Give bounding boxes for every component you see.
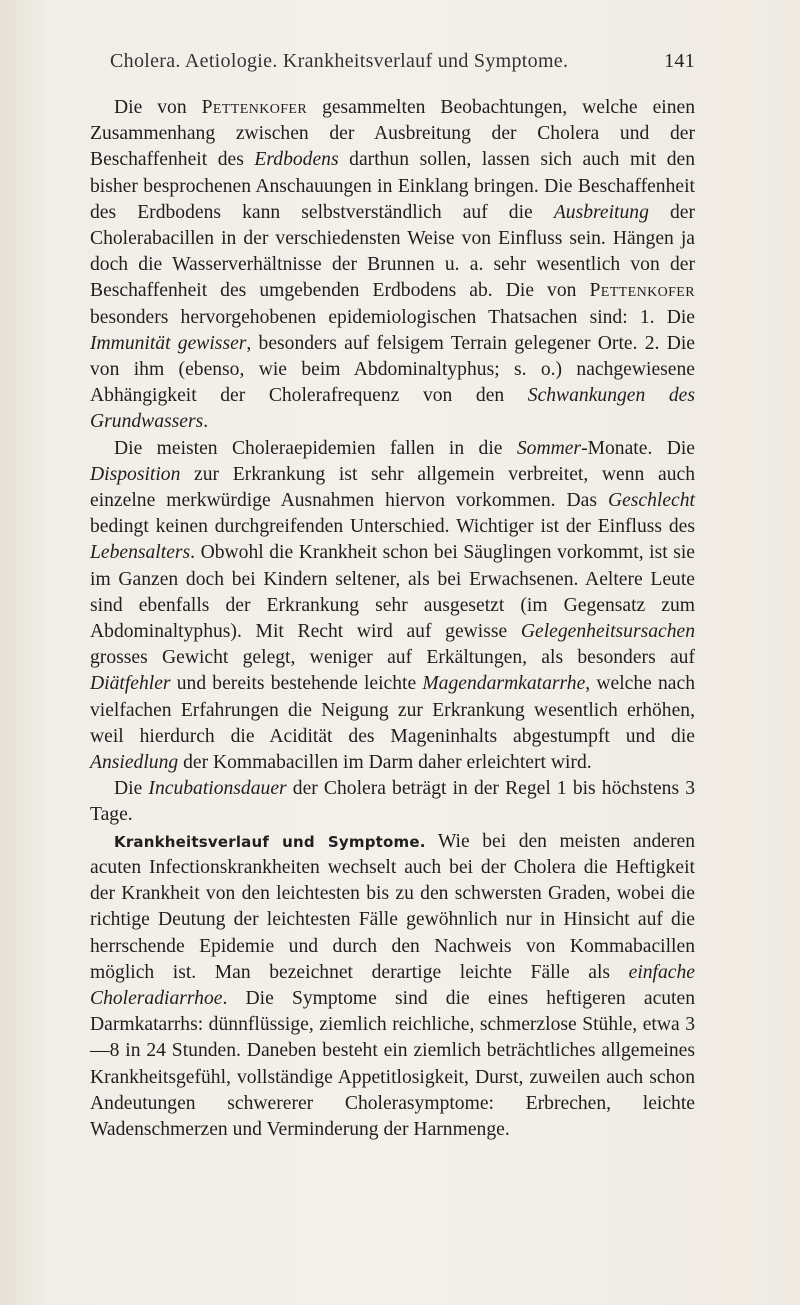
emphasis: Ansiedlung [90,752,179,774]
paragraph-incubation [90,776,695,828]
text-run: darthun sollen, lassen sich auch mit den bisher besprochenen Anschauungen in Einklang bringen. Die Beschaffenheit des Erdbodens kann selbstverständlich auf die [90,149,695,223]
text-run: und bereits bestehende leichte [170,673,423,695]
emphasis: Disposition [90,463,181,485]
emphasis: Ausbreitung [553,201,649,223]
emphasis: einfache Choleradiarrhoe [90,961,695,1009]
text-run: der Cholerabacillen in der verschiedensten Weise von Einfluss sein. Hängen ja doch die Wasserverhältnisse der Brunnen u. a. sehr wesentlich von der Beschaffenheit des umgebenden Erdbodens ab. Die von [90,201,695,302]
text-run: grosses Gewicht gelegt, weniger auf Erkältungen, als besonders auf [90,647,695,669]
text-run: Die [114,778,149,800]
emphasis: Gelegenheitsursachen [520,621,695,643]
text-run: . Obwohl die Krankheit schon bei Säuglingen vorkommt, ist sie im Ganzen doch bei Kindern seltener, als bei Erwachsenen. Aeltere Leute sind ebenfalls der Erkrankung sehr ausgesetzt (im Gegensatz zum Abdominaltyphus). Mit Recht wird auf gewisse [90,542,695,643]
author-name: Pettenkofer [589,280,695,302]
emphasis: Incubationsdauer [148,778,287,800]
running-title: Cholera. Aetiologie. Krankheitsverlauf und Symptome. [110,50,569,72]
paragraph-disposition [90,436,695,777]
text-run: der Cholera beträgt in der Regel 1 bis höchstens 3 Tage. [90,778,695,826]
text-run: besonders hervorgehobenen epidemiologischen Thatsachen sind: 1. Die [90,306,695,328]
text-run: Wie bei den meisten anderen acuten Infectionskrankheiten wechselt auch bei der Cholera die Heftigkeit der Krankheit von den leichtesten bis zu den schwersten Graden, wobei die richtige Deutung der leichtesten Fälle gewöhnlich nur in Hinsicht auf die herrschende Epidemie und durch den Nachweis von Kommabacillen möglich ist. Man bezeichnet derartige leichte Fälle als [90,830,696,983]
emphasis: Schwankungen des Grundwassers [90,385,695,433]
section-heading: Krankheitsverlauf und Symptome. [114,832,426,851]
emphasis: Sommer [516,437,582,459]
text-run: , welche nach vielfachen Erfahrungen die Neigung zur Erkrankung wesentlich erhöhen, weil hierdurch die Acidität des Mageninhalts abgestumpft und die [90,673,695,747]
text-run: Die meisten Choleraepidemien fallen in die [114,437,517,459]
text-run: gesammelten Beobachtungen, welche einen Zusammenhang zwischen der Ausbreitung der Cholera und der Beschaffenheit des [90,97,695,171]
text-run: . Die Symptome sind die eines heftigeren acuten Darmkatarrhs: dünnflüssige, ziemlich reichliche, schmerzlose Stühle, etwa 3—8 in 24 Stunden. Daneben besteht ein ziemlich beträchtliches allgemeines Krankheitsgefühl, vollständige Appetitlosigkeit, Durst, zuweilen auch schon Andeutungen schwererer Cholerasymptome: Erbrechen, leichte Wadenschmerzen und Verminderung der Harnmenge. [90,987,695,1140]
paragraph-soil [90,95,695,436]
body-text [90,95,695,1143]
text-run: zur Erkrankung ist sehr allgemein verbreitet, wenn auch einzelne merkwürdige Ausnahmen hiervon vorkommen. Das [90,463,695,512]
text-run: -Monate. Die [581,437,695,459]
emphasis: Lebensalters [90,542,191,564]
page-number: 141 [664,50,695,72]
emphasis: Diätfehler [90,673,171,695]
paragraph-course-and-symptoms [90,829,695,1143]
text-run: Die von [114,97,202,118]
emphasis: Immunität gewisser [90,332,247,354]
author-name: Pettenkofer [201,97,308,118]
emphasis: Magendarmkatarrhe [422,673,586,695]
text-run: der Kommabacillen im Darm daher erleichtert wird. [178,752,592,774]
text-run: bedingt keinen durchgreifenden Unterschied. Wichtiger ist der Einfluss des [90,516,695,538]
emphasis: Geschlecht [607,490,695,512]
emphasis: Erdbodens [254,149,339,171]
text-run: , besonders auf felsigem Terrain gelegener Orte. 2. Die von ihm (ebenso, wie beim Abdominaltyphus; s. o.) nachgewiesene Abhängigkeit der Cholerafrequenz von den [90,332,695,407]
running-header [110,50,695,80]
text-run: . [203,411,209,433]
